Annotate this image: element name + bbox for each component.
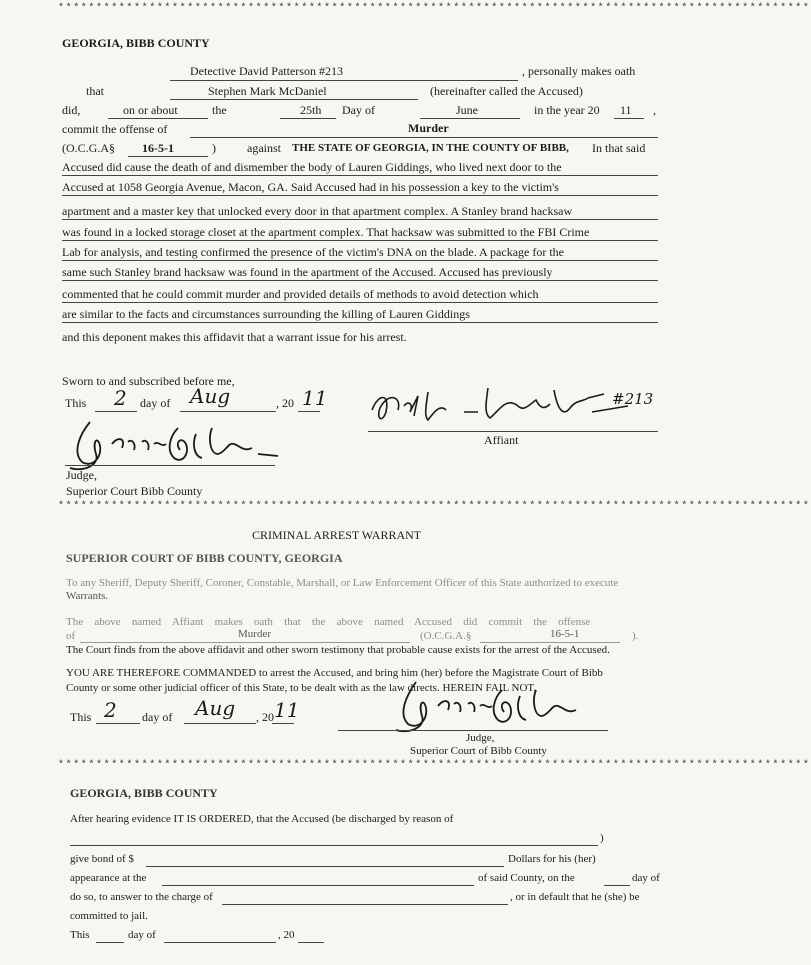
- paren-close: ): [212, 141, 216, 155]
- narrative-line: was found in a locked storage closet at the apartment complex. That hacksaw was submitted to the FBI Crime: [62, 225, 590, 239]
- affiant-label: Affiant: [484, 433, 519, 447]
- did-label: did,: [62, 103, 81, 117]
- offense-value: Murder: [408, 121, 449, 135]
- form-line: [96, 723, 140, 724]
- hereinafter-text: (hereinafter called the Accused): [430, 84, 583, 98]
- form-line: [108, 118, 208, 119]
- in-the-year-label: in the year 20: [534, 103, 600, 117]
- this-label: This: [65, 396, 87, 410]
- warrant-court: SUPERIOR COURT OF BIBB COUNTY, GEORGIA: [66, 551, 343, 565]
- day-of-label: day of: [142, 710, 173, 724]
- affiant-line: [368, 431, 658, 432]
- year-value: 11: [620, 103, 632, 117]
- day-of-label: day of: [128, 929, 156, 941]
- warrant-day-handwritten: 2: [104, 698, 117, 722]
- the-label: the: [212, 103, 227, 117]
- form-line: [62, 175, 658, 176]
- commanded-text-2: County or some other judicial officer of this State, to be dealt with as the law directs. HEREIN FAIL NOT.: [66, 682, 537, 694]
- warrant-year-handwritten: 11: [274, 698, 300, 722]
- form-line: [604, 885, 630, 886]
- of-said-county: of said County, on the: [478, 872, 575, 884]
- judge-label: Judge,: [466, 732, 495, 744]
- form-line: [62, 302, 658, 303]
- appearance-line: [162, 885, 474, 886]
- form-line: [128, 156, 208, 157]
- star-divider: ***************************************************************************************************: [58, 760, 811, 771]
- star-divider: ***************************************************************************************************: [58, 501, 811, 512]
- day-of-label: Day of: [342, 103, 375, 117]
- sworn-text: Sworn to and subscribed before me,: [62, 374, 235, 388]
- warrant-offense: Murder: [238, 628, 271, 640]
- close-paren: ): [600, 832, 604, 844]
- narrative-line: Accused at 1058 Georgia Avenue, Macon, GA. Said Accused had in his possession a key to the victim's: [62, 180, 559, 194]
- form-line: [614, 118, 644, 119]
- day-of-label: day of: [632, 872, 660, 884]
- court-finds-text: The Court finds from the above affidavit and other sworn testimony that probable cause exists for the arrest of the Accused.: [66, 644, 610, 656]
- narrative-line: and this deponent makes this affidavit that a warrant issue for his arrest.: [62, 330, 407, 344]
- form-line: [180, 411, 276, 412]
- svg-text:#213: #213: [612, 390, 654, 408]
- form-line: [95, 411, 137, 412]
- form-line: [62, 195, 658, 196]
- of-label: of: [66, 630, 76, 642]
- narrative-line: apartment and a master key that unlocked every door in that apartment complex. A Stanley brand hacksaw: [62, 204, 573, 218]
- in-default-text: , or in default that he (she) be: [510, 891, 640, 903]
- narrative-line: Accused did cause the death of and dismember the body of Lauren Giddings, who lived next door to the: [62, 160, 562, 174]
- sworn-month-handwritten: Aug: [190, 384, 231, 408]
- month-value: June: [456, 103, 478, 117]
- affiant-signature: [368, 382, 668, 430]
- on-or-about: on or about: [123, 103, 178, 117]
- accused-name: Stephen Mark McDaniel: [208, 84, 327, 98]
- judge-label: Judge,: [66, 468, 97, 482]
- close-paren: ).: [632, 630, 639, 642]
- form-line: [70, 845, 598, 846]
- day-of-label: day of: [140, 396, 171, 410]
- form-line: [280, 118, 336, 119]
- form-line: [272, 723, 294, 724]
- warrant-month-handwritten: Aug: [195, 696, 236, 720]
- judge-line: [65, 465, 275, 466]
- year-prefix: , 20: [256, 710, 274, 724]
- narrative-line: Lab for analysis, and testing confirmed the presence of the victim's DNA on the blade. A package for the: [62, 245, 565, 259]
- form-line: [80, 642, 410, 643]
- code-value: 16-5-1: [142, 141, 174, 155]
- this-label: This: [70, 929, 90, 941]
- to-any-text-2: Warrants.: [66, 590, 109, 602]
- form-line: [62, 280, 658, 281]
- against-label: against: [247, 141, 281, 155]
- in-that-said: In that said: [592, 141, 646, 155]
- warrant-judge-signature: [390, 676, 590, 736]
- judge-line: [338, 730, 608, 731]
- narrative-line: same such Stanley brand hacksaw was found in the apartment of the Accused. Accused has previously: [62, 265, 553, 279]
- court-label: Superior Court of Bibb County: [410, 745, 547, 757]
- ocga-label: (O.C.G.A§: [62, 141, 115, 155]
- form-line: [96, 942, 124, 943]
- that-label: that: [86, 84, 104, 98]
- give-bond-label: give bond of $: [70, 853, 134, 865]
- form-line: [420, 118, 520, 119]
- form-line: [480, 642, 620, 643]
- form-line: [184, 723, 256, 724]
- narrative-line: are similar to the facts and circumstances surrounding the killing of Lauren Giddings: [62, 307, 470, 321]
- warrant-code: 16-5-1: [550, 628, 580, 640]
- year-prefix: , 20: [276, 396, 294, 410]
- this-label: This: [70, 710, 92, 724]
- form-line: [170, 80, 518, 81]
- appearance-label: appearance at the: [70, 872, 147, 884]
- judge-signature: [62, 414, 292, 476]
- year-prefix: , 20: [278, 929, 295, 941]
- after-hearing-text: After hearing evidence IT IS ORDERED, that the Accused (be discharged by reason of: [70, 813, 454, 825]
- county-heading: GEORGIA, BIBB COUNTY: [62, 36, 210, 50]
- makes-oath-text: , personally makes oath: [522, 64, 636, 78]
- committed-text: committed to jail.: [70, 910, 148, 922]
- sworn-year-handwritten: 11: [302, 386, 328, 410]
- court-label: Superior Court Bibb County: [66, 484, 203, 498]
- charge-line: [222, 904, 508, 905]
- comma: ,: [653, 103, 656, 117]
- form-line: [164, 942, 276, 943]
- order-county-heading: GEORGIA, BIBB COUNTY: [70, 786, 218, 800]
- commanded-text: YOU ARE THEREFORE COMMANDED to arrest the Accused, and bring him (her) before the Magistrate Court of Bibb: [66, 667, 603, 679]
- above-named-text: The above named Affiant makes oath that the above named Accused did commit the offense: [66, 616, 591, 628]
- affiant-name: Detective David Patterson #213: [190, 64, 343, 78]
- dollars-label: Dollars for his (her): [508, 853, 596, 865]
- commit-offense-label: commit the offense of: [62, 122, 168, 136]
- form-line: [62, 322, 658, 323]
- form-line: [298, 942, 324, 943]
- bond-amount-line: [146, 866, 504, 867]
- sworn-day-handwritten: 2: [114, 386, 127, 410]
- form-line: [190, 137, 658, 138]
- narrative-line: commented that he could commit murder and provided details of methods to avoid detection which: [62, 287, 539, 301]
- warrant-ocga: (O.C.G.A.§: [420, 630, 472, 642]
- to-any-text: To any Sheriff, Deputy Sheriff, Coroner, Constable, Marshall, or Law Enforcement Officer of this State authorized to execute: [66, 577, 619, 589]
- star-divider: ***************************************************************************************************: [58, 3, 811, 14]
- day-number: 25th: [300, 103, 322, 117]
- warrant-title: CRIMINAL ARREST WARRANT: [252, 528, 422, 542]
- form-line: [62, 219, 658, 220]
- form-line: [62, 240, 658, 241]
- form-line: [298, 411, 320, 412]
- state-county-text: THE STATE OF GEORGIA, IN THE COUNTY OF BIBB,: [292, 142, 569, 154]
- form-line: [170, 99, 418, 100]
- form-line: [62, 260, 658, 261]
- do-so-label: do so, to answer to the charge of: [70, 891, 213, 903]
